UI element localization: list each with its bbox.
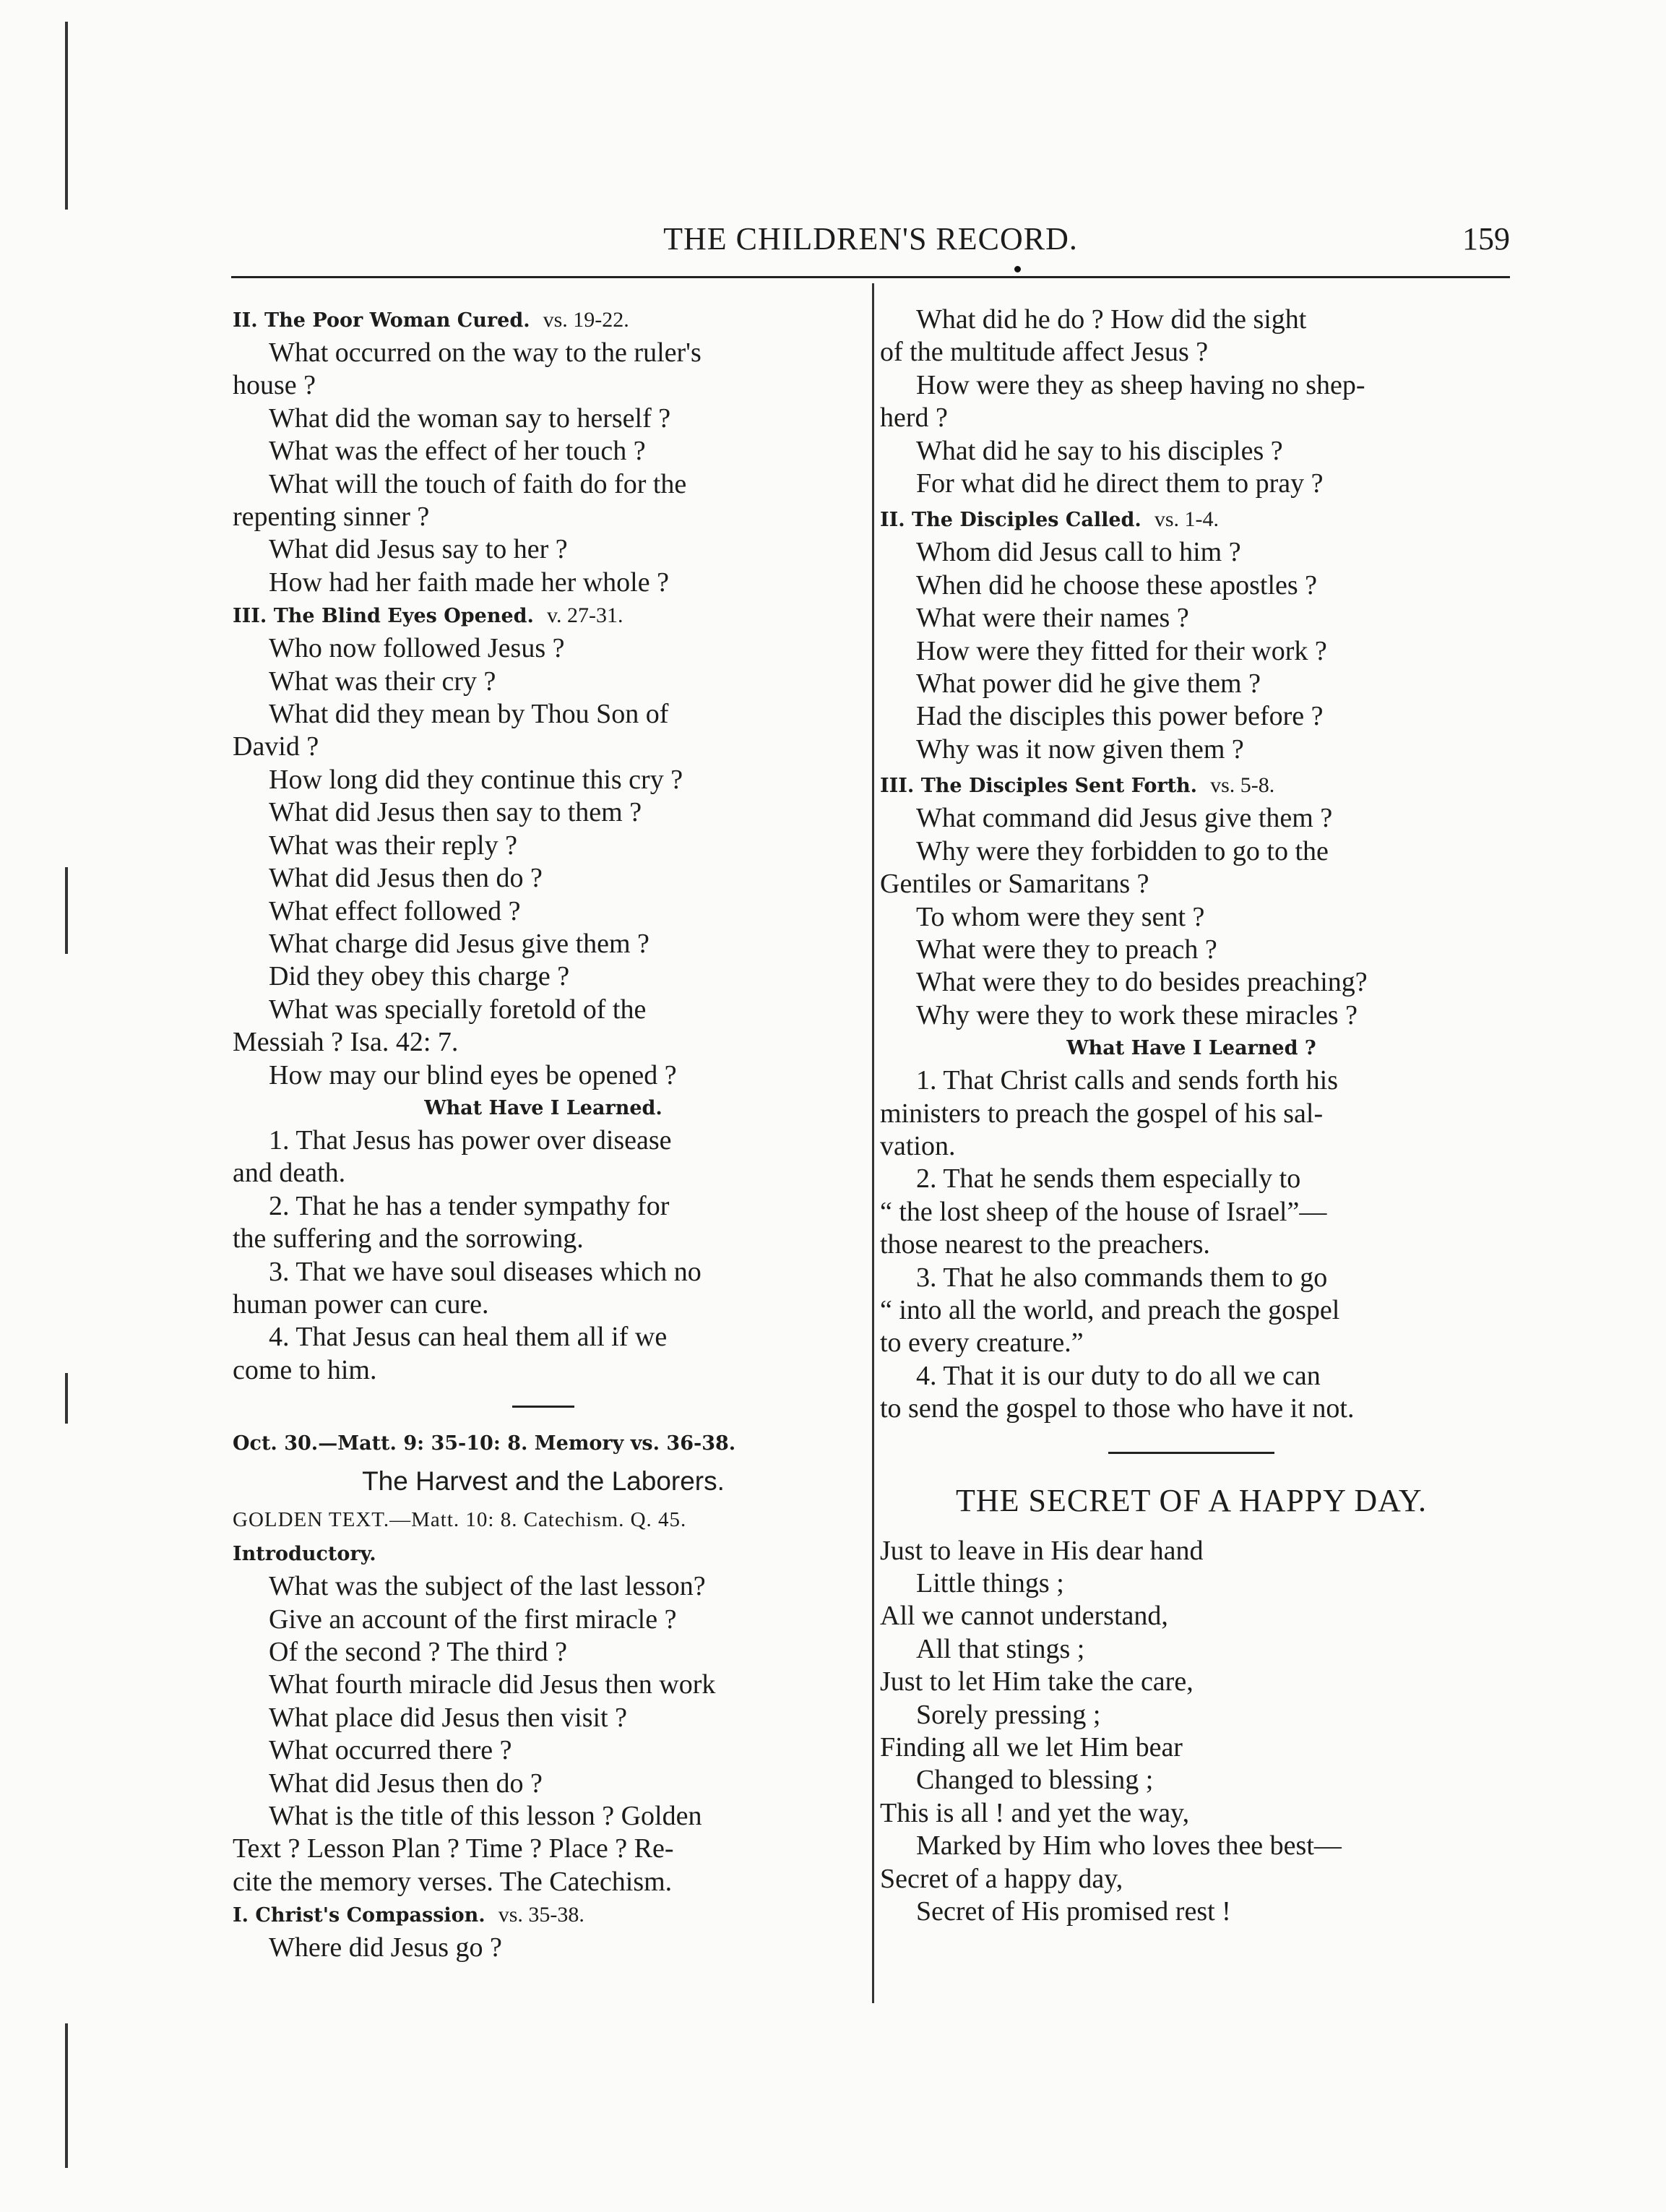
learned-heading: What Have I Learned. (424, 1096, 662, 1119)
text-line: What did Jesus then do ? (269, 863, 543, 894)
text-line: Where did Jesus go ? (269, 1932, 502, 1963)
section-heading (233, 304, 854, 337)
learned-heading: What Have I Learned ? (1066, 1037, 1316, 1060)
text-line: 1. That Jesus has power over disease (269, 1124, 672, 1156)
text-line: What occurred on the way to the ruler's (269, 337, 702, 368)
section-title: III. The Disciples Sent Forth. (880, 775, 1198, 798)
poem-line: Sorely pressing ; (916, 1699, 1101, 1730)
poem-line: Secret of a happy day, (880, 1863, 1123, 1894)
question-list (233, 337, 854, 599)
text-line: Of the second ? The third ? (269, 1637, 567, 1667)
header-ornament-dot (1014, 266, 1021, 272)
column-divider (872, 283, 874, 2003)
poem-line: This is all ! and yet the way, (880, 1797, 1190, 1828)
text-line: What was their reply ? (269, 830, 517, 861)
verse-reference: vs. 35-38. (498, 1903, 584, 1927)
text-line: How may our blind eyes be opened ? (269, 1059, 677, 1090)
section-heading (880, 503, 1503, 536)
text-line: What occurred there ? (269, 1735, 512, 1766)
text-line: of the multitude affect Jesus ? (880, 337, 1209, 368)
question-list (233, 1932, 854, 1964)
poem-line: Little things ; (916, 1568, 1064, 1598)
question-list (880, 536, 1503, 766)
text-line: come to him. (233, 1354, 377, 1385)
text-line: What did Jesus then do ? (269, 1768, 543, 1799)
text-line: David ? (233, 731, 319, 762)
question-list (233, 632, 854, 1092)
poem-line: All that stings ; (916, 1633, 1085, 1664)
text-line: What did they mean by Thou Son of (269, 699, 669, 730)
text-line: herd ? (880, 403, 948, 434)
text-line: What was the effect of her touch ? (269, 436, 646, 467)
lesson-date-line: Oct. 30.—Matt. 9: 35-10: 8. Memory vs. 36-38. (233, 1432, 736, 1455)
learned-list (233, 1124, 854, 1387)
section-title: II. The Poor Woman Cured. (233, 309, 530, 332)
section-rule (512, 1406, 574, 1408)
verse-reference: vs. 1-4. (1154, 507, 1219, 532)
text-line: What were they to preach ? (916, 934, 1217, 965)
poem-line: Finding all we let Him bear (880, 1732, 1183, 1763)
text-line: What was their cry ? (269, 666, 496, 697)
text-line: 3. That we have soul diseases which no (269, 1256, 702, 1287)
poem-line: All we cannot understand, (880, 1601, 1168, 1632)
text-line: What is the title of this lesson ? Golden (269, 1801, 702, 1832)
text-line: human power can cure. (233, 1288, 489, 1320)
text-line: Whom did Jesus call to him ? (916, 537, 1241, 568)
section-heading (880, 769, 1503, 802)
header-rule (231, 276, 1510, 278)
section-title: II. The Disciples Called. (880, 509, 1141, 532)
text-line: Who now followed Jesus ? (269, 633, 565, 664)
question-list (233, 1570, 854, 1898)
text-line: 2. That he has a tender sympathy for (269, 1190, 670, 1221)
learned-list (880, 1064, 1503, 1425)
text-line: What were they to do besides preaching? (916, 967, 1368, 998)
text-line: To whom were they sent ? (916, 901, 1205, 932)
verse-reference: v. 27-31. (546, 603, 623, 628)
text-line: What place did Jesus then visit ? (269, 1702, 627, 1733)
section-heading (233, 1538, 854, 1570)
poem-line: Changed to blessing ; (916, 1765, 1154, 1796)
section-rule (1108, 1452, 1274, 1454)
text-line: Messiah ? Isa. 42: 7. (233, 1027, 459, 1058)
text-line: What will the touch of faith do for the (269, 468, 687, 499)
text-line: the suffering and the sorrowing. (233, 1223, 584, 1255)
text-line: Had the disciples this power before ? (916, 701, 1324, 732)
section-title: I. Christ's Compassion. (233, 1904, 485, 1927)
text-line: How long did they continue this cry ? (269, 764, 683, 795)
text-line: When did he choose these apostles ? (916, 569, 1318, 601)
text-line: How had her faith made her whole ? (269, 567, 669, 598)
text-line: 2. That he sends them especially to (916, 1163, 1301, 1195)
text-line: house ? (233, 370, 316, 401)
question-list (880, 802, 1503, 1032)
text-line: “ the lost sheep of the house of Israel”— (880, 1196, 1327, 1227)
text-line: What effect followed ? (269, 895, 521, 926)
text-line: those nearest to the preachers. (880, 1229, 1210, 1260)
poem-line: Secret of His promised rest ! (916, 1896, 1231, 1927)
text-line: What charge did Jesus give them ? (269, 928, 649, 959)
question-list (880, 304, 1503, 500)
text-line: Text ? Lesson Plan ? Time ? Place ? Re- (233, 1833, 674, 1864)
text-line: vation. (880, 1130, 956, 1161)
text-line: What were their names ? (916, 603, 1189, 634)
text-line: Give an account of the first miracle ? (269, 1604, 677, 1635)
poem-line: Marked by Him who loves thee best— (916, 1830, 1342, 1862)
text-line: 4. That Jesus can heal them all if we (269, 1322, 668, 1353)
text-line: “ into all the world, and preach the gospel (880, 1294, 1340, 1325)
text-line: What did Jesus then say to them ? (269, 797, 642, 828)
text-line: 1. That Christ calls and sends forth his (916, 1065, 1339, 1096)
text-line: What was specially foretold of the (269, 994, 647, 1025)
text-line: What did he do ? How did the sight (916, 304, 1307, 335)
section-heading (233, 599, 854, 632)
section-title: III. The Blind Eyes Opened. (233, 605, 534, 628)
text-line: Gentiles or Samaritans ? (880, 869, 1149, 900)
running-title: THE CHILDREN'S RECORD. (663, 221, 1078, 257)
text-line: to send the gospel to those who have it not. (880, 1393, 1355, 1424)
text-line: ministers to preach the gospel of his sal- (880, 1098, 1324, 1129)
poem-title: THE SECRET OF A HAPPY DAY. (956, 1482, 1427, 1518)
right-column (880, 304, 1503, 1928)
left-column (233, 304, 854, 1965)
section-heading (233, 1898, 854, 1932)
verse-reference: vs. 5-8. (1210, 773, 1275, 798)
text-line: What power did he give them ? (916, 668, 1261, 700)
text-line: Why were they to work these miracles ? (916, 999, 1358, 1030)
golden-text: GOLDEN TEXT.—Matt. 10: 8. Catechism. Q. 45. (233, 1508, 687, 1532)
text-line: Did they obey this charge ? (269, 961, 570, 992)
verse-reference: vs. 19-22. (543, 308, 629, 332)
text-line: and death. (233, 1158, 346, 1189)
text-line: cite the memory verses. The Catechism. (233, 1866, 673, 1897)
scan-margin-marks (65, 0, 74, 2212)
text-line: 3. That he also commands them to go (916, 1262, 1328, 1293)
text-line: What did he say to his disciples ? (916, 435, 1283, 466)
text-line: What did Jesus say to her ? (269, 534, 568, 565)
running-head (231, 220, 1510, 271)
poem (880, 1535, 1503, 1929)
text-line: Why was it now given them ? (916, 733, 1244, 765)
text-line: Why were they forbidden to go to the (916, 835, 1329, 866)
poem-line: Just to let Him take the care, (880, 1666, 1194, 1697)
text-line: What was the subject of the last lesson? (269, 1571, 706, 1602)
text-line: What did the woman say to herself ? (269, 403, 671, 434)
text-line: What fourth miracle did Jesus then work (269, 1669, 716, 1700)
section-title: Introductory. (233, 1543, 376, 1566)
text-line: repenting sinner ? (233, 502, 430, 533)
poem-line: Just to leave in His dear hand (880, 1535, 1204, 1566)
text-line: How were they fitted for their work ? (916, 635, 1327, 666)
lesson-title: The Harvest and the Laborers. (362, 1466, 725, 1497)
page-number: 159 (1462, 221, 1510, 257)
text-line: How were they as sheep having no shep- (916, 369, 1365, 400)
text-line: For what did he direct them to pray ? (916, 468, 1324, 499)
text-line: What command did Jesus give them ? (916, 803, 1333, 834)
text-line: to every creature.” (880, 1327, 1084, 1359)
text-line: 4. That it is our duty to do all we can (916, 1360, 1321, 1391)
